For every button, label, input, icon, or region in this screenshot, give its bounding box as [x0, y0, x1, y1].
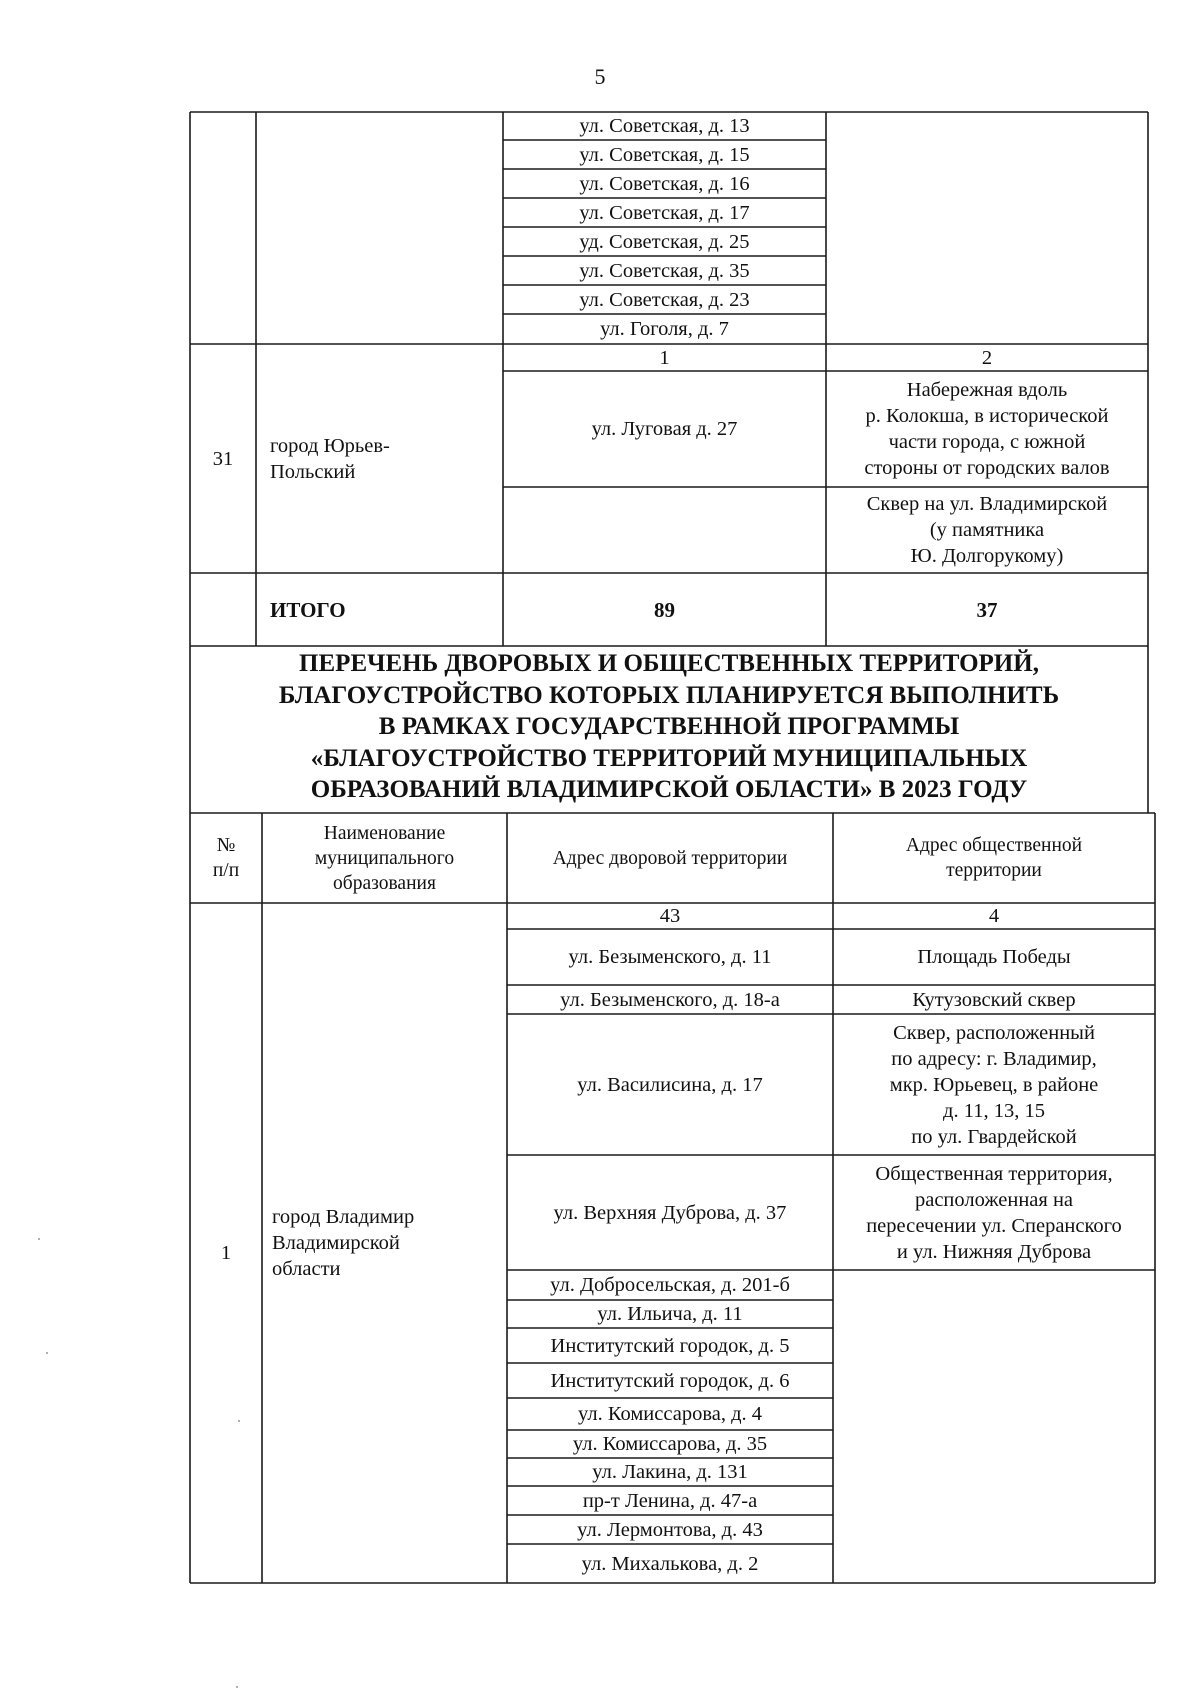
yard-count: 43 [659, 905, 681, 927]
table-cell-yard-address: ул. Михалькова, д. 2 [581, 1552, 759, 1575]
table-cell-yard-address: ул. Лермонтова, д. 43 [577, 1518, 763, 1541]
table-cell-yard-address: ул. Лакина, д. 131 [592, 1461, 748, 1483]
table-cell-public-address: Набережная вдоль р. Колокша, в исторической части города, с южной стороны от городских валов [864, 379, 1110, 479]
table-cell-yard-address: ул. Советская, д. 35 [579, 259, 750, 282]
table-cell-yard-address: уд. Советская, д. 25 [579, 230, 750, 253]
table-cell-yard-address: ул. Советская, д. 16 [579, 172, 750, 195]
row-number: 1 [220, 1242, 232, 1264]
municipality-name: город Владимир Владимирской области [272, 1206, 415, 1280]
table-cell-yard-address: Институтский городок, д. 6 [550, 1369, 790, 1392]
table-cell-yard-address: ул. Советская, д. 15 [579, 143, 750, 166]
page-number: 5 [594, 64, 606, 89]
table-cell-public-address: Сквер, расположенный по адресу: г. Владимир, мкр. Юрьевец, в районе д. 11, 13, 15 по ул. Гвардейской [889, 1021, 1099, 1148]
table-cell-public-address: Сквер на ул. Владимирской (у памятника Ю. Долгорукому) [866, 493, 1108, 567]
municipality-name: город Юрьев- Польский [270, 434, 390, 483]
table-cell-yard-address: ул. Советская, д. 13 [579, 115, 750, 137]
public-count: 2 [981, 346, 993, 369]
table-cell-yard-address: ул. Добросельская, д. 201-б [550, 1274, 790, 1296]
scan-speck [46, 1352, 48, 1354]
table-cell-yard-address: ул. Василисина, д. 17 [577, 1073, 763, 1096]
table-cell-yard-address: пр-т Ленина, д. 47-а [582, 1489, 758, 1512]
row-number: 31 [212, 447, 234, 470]
scan-speck [38, 1238, 40, 1240]
table-cell-yard-address: ул. Советская, д. 17 [579, 201, 750, 224]
table-cell-yard-address: ул. Безыменского, д. 11 [568, 946, 772, 968]
header-municipality: Наименование муниципального образования [314, 822, 455, 894]
table-cell-yard-address: ул. Комиссарова, д. 35 [572, 1433, 768, 1455]
table-cell-yard-address: ул. Ильича, д. 11 [597, 1303, 743, 1325]
table-cell-yard-address: ул. Советская, д. 23 [579, 288, 750, 311]
header-public: Адрес общественной территории [905, 835, 1083, 881]
table-cell-yard-address: ул. Комиссарова, д. 4 [577, 1403, 763, 1425]
public-count: 4 [988, 905, 1000, 927]
header-number: № п/п [212, 835, 240, 881]
table-cell-public-address: Общественная территория, расположенная на пересечении ул. Сперанского и ул. Нижняя Дуброва [866, 1162, 1122, 1263]
table-cell-yard-address: ул. Верхняя Дуброва, д. 37 [553, 1201, 787, 1224]
totals-public: 37 [976, 597, 998, 622]
scan-speck [238, 1420, 240, 1422]
table-cell-yard-address: ул. Луговая д. 27 [591, 418, 738, 440]
section-heading: ПЕРЕЧЕНЬ ДВОРОВЫХ И ОБЩЕСТВЕННЫХ ТЕРРИТОРИЙ, БЛАГОУСТРОЙСТВО КОТОРЫХ ПЛАНИРУЕТСЯ ВЫПОЛНИТЬ В РАМКАХ ГОСУДАРСТВЕННОЙ ПРОГРАММЫ «БЛАГОУСТРОЙСТВО ТЕРРИТОРИЙ МУНИЦИПАЛЬНЫХ ОБРАЗОВАНИЙ ВЛАДИМИРСКОЙ ОБЛАСТИ» В 2023 ГОДУ [278, 650, 1060, 803]
table-cell-yard-address: ул. Безыменского, д. 18-а [560, 988, 780, 1011]
table-cell-public-address: Кутузовский сквер [912, 988, 1076, 1011]
table-cell-yard-address: Институтский городок, д. 5 [550, 1334, 790, 1357]
table-cell-yard-address: ул. Гоголя, д. 7 [600, 318, 729, 340]
scan-speck [236, 1686, 238, 1688]
totals-yard: 89 [654, 597, 675, 622]
yard-count: 1 [659, 346, 670, 369]
header-yard: Адрес дворовой территории [552, 847, 788, 869]
table-cell-public-address: Площадь Победы [917, 946, 1071, 968]
totals-label: ИТОГО [270, 597, 346, 622]
